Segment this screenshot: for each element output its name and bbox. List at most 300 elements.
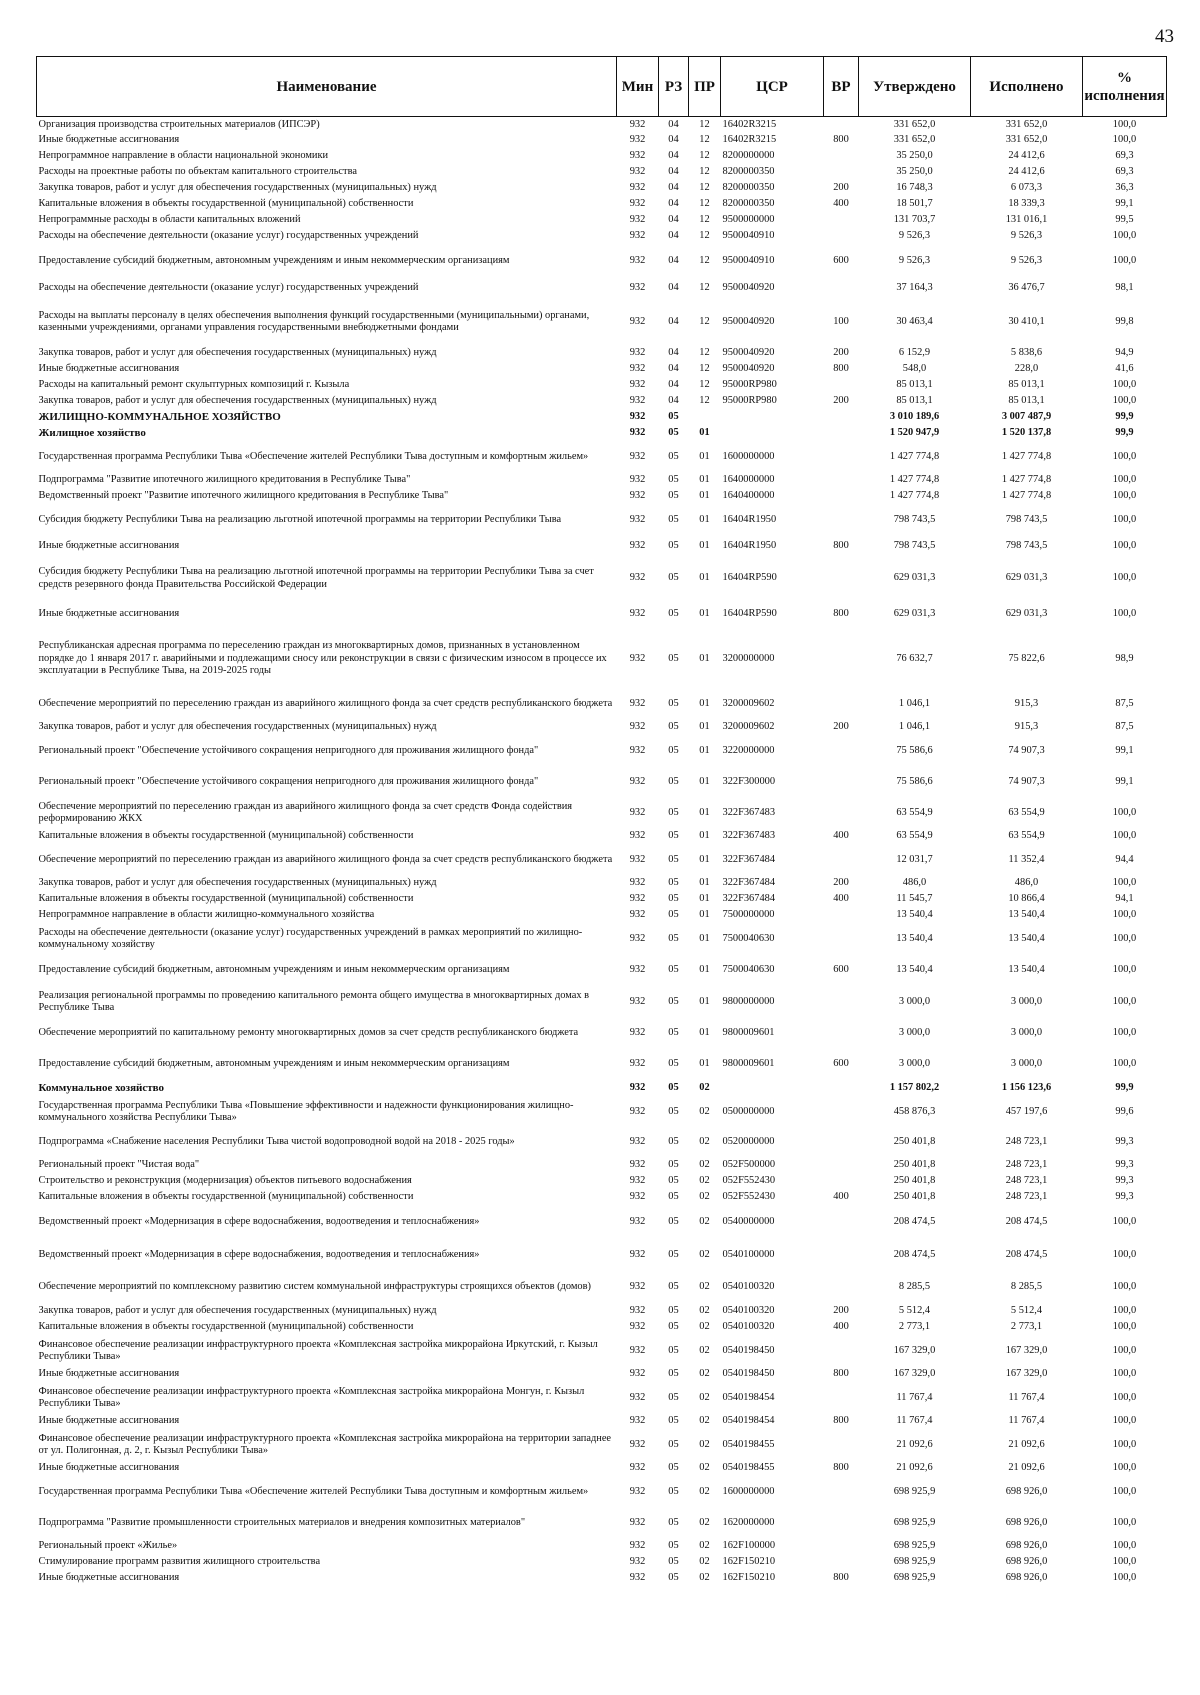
row-min: 932 [629,1026,646,1038]
row-executed: 8 285,5 [1010,1281,1043,1293]
table-row [37,279,1167,299]
row-pr: 01 [699,490,710,502]
row-min: 932 [629,806,646,818]
table-row [37,181,1167,197]
row-pr: 01 [699,427,710,439]
row-rz: 05 [668,697,679,709]
row-name: Обеспечение мероприятий по переселению граждан из аварийного жилищного фонда за счет средств республиканского бюджета [38,853,613,865]
header-min: Мин [617,57,659,117]
row-name: Подпрограмма «Снабжение населения Республики Тыва чистой водопроводной водой на 2018 - 2025 годы» [38,1136,515,1148]
row-percent: 100,0 [1112,830,1137,842]
row-name: Непрограммное направление в области жилищно-коммунального хозяйства [38,909,375,921]
row-executed: 915,3 [1014,697,1039,709]
header-percent: % исполнения [1083,57,1167,117]
row-approved: 629 031,3 [893,572,936,584]
row-name: Коммунальное хозяйство [38,1082,165,1095]
row-executed: 3 000,0 [1010,1058,1043,1070]
row-pr: 02 [699,1415,710,1427]
row-name: Региональный проект «Жилье» [38,1540,178,1552]
table-row [37,394,1167,410]
row-min: 932 [629,1572,646,1584]
page-number: 43 [1155,26,1174,47]
row-percent: 100,0 [1112,1368,1137,1380]
row-vr: 200 [833,347,849,359]
row-executed: 1 427 774,8 [1001,474,1052,486]
row-percent: 99,5 [1115,214,1134,226]
row-approved: 85 013,1 [896,395,933,407]
row-csr: 7500040630 [722,964,775,976]
row-executed: 167 329,0 [1005,1368,1048,1380]
row-csr: 052F552430 [722,1191,776,1203]
row-executed: 486,0 [1014,877,1039,889]
row-approved: 63 554,9 [896,830,933,842]
row-rz: 05 [668,608,679,620]
row-percent: 100,0 [1112,964,1137,976]
row-percent: 100,0 [1112,1438,1137,1450]
row-executed: 248 723,1 [1005,1191,1048,1203]
row-vr [824,410,859,426]
row-name: Непрограммное направление в области национальной экономики [38,150,329,162]
row-min: 932 [629,1191,646,1203]
row-name: Реализация региональной программы по проведению капитального ремонта общего имущества в многоквартирных домах в Республике Тыва [38,989,590,1013]
row-executed: 3 000,0 [1010,995,1043,1007]
row-rz: 04 [668,230,679,242]
row-name: Субсидия бюджету Республики Тыва на реализацию льготной ипотечной программы на территории Республики Тыва [38,513,562,525]
row-executed: 248 723,1 [1005,1159,1048,1171]
table-row [37,1304,1167,1320]
row-vr: 200 [833,395,849,407]
row-executed: 13 540,4 [1008,909,1045,921]
row-min: 932 [629,282,646,294]
row-approved: 11 767,4 [896,1415,933,1427]
row-pr: 01 [699,572,710,584]
row-rz: 04 [668,182,679,194]
row-csr: 7500000000 [722,909,775,921]
row-approved: 11 545,7 [896,893,933,905]
row-vr [824,1018,859,1049]
row-rz: 05 [668,1159,679,1171]
row-min: 932 [629,909,646,921]
row-approved: 629 031,3 [893,608,936,620]
row-approved: 167 329,0 [893,1368,936,1380]
row-name: Ведомственный проект «Модернизация в сфере водоснабжения, водоотведения и теплоснабжения» [38,1248,480,1260]
row-executed: 131 016,1 [1005,214,1048,226]
row-executed: 6 073,3 [1010,182,1043,194]
row-executed: 698 926,0 [1005,1485,1048,1497]
row-min: 932 [629,877,646,889]
row-rz: 05 [668,1438,679,1450]
row-vr: 800 [833,1368,849,1380]
row-name: Иные бюджетные ассигнования [38,608,180,620]
table-row [37,630,1167,689]
row-csr: 9500000000 [722,214,775,226]
row-percent: 94,1 [1115,893,1134,905]
table-row [37,876,1167,892]
row-vr [824,630,859,689]
row-name: Строительство и реконструкция (модернизация) объектов питьевого водоснабжения [38,1175,412,1187]
row-percent: 100,0 [1112,608,1137,620]
row-min: 932 [629,1175,646,1187]
table-row [37,1190,1167,1206]
row-vr [824,1128,859,1158]
row-approved: 131 703,7 [893,214,936,226]
row-approved: 3 000,0 [898,995,931,1007]
row-csr: 322F367484 [722,893,776,905]
row-approved: 208 474,5 [893,1248,936,1260]
row-vr [824,1477,859,1508]
row-pr: 12 [699,315,710,327]
row-executed: 228,0 [1014,363,1039,375]
row-vr: 400 [833,893,849,905]
table-row [37,845,1167,876]
row-pr: 12 [699,347,710,359]
row-approved: 16 748,3 [896,182,933,194]
row-rz: 04 [668,150,679,162]
row-name: Региональный проект "Обеспечение устойчивого сокращения непригодного для проживания жилищного фонда" [38,744,539,756]
row-min: 932 [629,1082,646,1094]
table-row [37,1430,1167,1461]
row-rz: 05 [668,830,679,842]
row-pr: 01 [699,1058,710,1070]
row-csr [721,426,824,442]
row-percent: 100,0 [1112,995,1137,1007]
row-min: 932 [629,1305,646,1317]
row-vr [824,473,859,489]
table-body [37,117,1167,1587]
row-min: 932 [629,315,646,327]
row-approved: 9 526,3 [898,255,931,267]
row-percent: 100,0 [1112,1026,1137,1038]
row-percent: 94,4 [1115,853,1134,865]
row-vr [824,1508,859,1539]
row-rz: 05 [668,995,679,1007]
row-csr: 9500040920 [722,363,775,375]
row-executed: 698 926,0 [1005,1556,1048,1568]
row-name: Предоставление субсидий бюджетным, автономным учреждениям и иным некоммерческим организациям [38,255,510,267]
row-min: 932 [629,347,646,359]
row-executed: 85 013,1 [1008,379,1045,391]
row-min: 932 [629,572,646,584]
row-name: Подпрограмма "Развитие ипотечного жилищного кредитования в Республике Тыва" [38,474,411,486]
row-min: 932 [629,1105,646,1117]
table-row [37,1461,1167,1477]
row-min: 932 [629,450,646,462]
row-min: 932 [629,474,646,486]
row-name: Региональный проект "Чистая вода" [38,1159,200,1171]
row-percent: 100,0 [1112,450,1137,462]
row-percent: 100,0 [1112,230,1137,242]
row-percent: 99,3 [1115,1191,1134,1203]
row-csr: 0520000000 [722,1136,775,1148]
row-name: Расходы на выплаты персоналу в целях обеспечения выполнения функций государственными (муниципальными) органами, казенными учреждениями, органами управления государственными внебюджетными фондами [38,309,590,333]
table-row [37,689,1167,720]
table-row [37,426,1167,442]
row-csr: 052F552430 [722,1175,776,1187]
row-rz: 05 [668,1105,679,1117]
table-row [37,720,1167,736]
row-min: 932 [629,932,646,944]
row-pr [689,410,721,426]
row-vr [824,117,859,133]
row-csr: 3200000000 [722,652,775,664]
row-pr: 01 [699,540,710,552]
row-csr: 052F500000 [722,1159,776,1171]
row-rz: 04 [668,347,679,359]
row-rz: 04 [668,395,679,407]
row-pr: 01 [699,909,710,921]
row-approved: 486,0 [902,877,927,889]
row-min: 932 [629,608,646,620]
row-csr: 162F150210 [722,1556,776,1568]
row-executed: 74 907,3 [1008,744,1045,756]
row-percent: 36,3 [1115,182,1134,194]
row-approved: 37 164,3 [896,282,933,294]
row-pr: 01 [699,806,710,818]
row-csr: 1600000000 [722,450,775,462]
row-pr: 01 [699,893,710,905]
row-rz: 04 [668,118,679,130]
row-vr: 200 [833,1305,849,1317]
row-min: 932 [629,775,646,787]
row-percent: 99,3 [1115,1159,1134,1171]
row-approved: 548,0 [902,363,927,375]
row-executed: 30 410,1 [1008,315,1045,327]
row-min: 932 [629,1540,646,1552]
row-percent: 99,3 [1115,1175,1134,1187]
table-row [37,1571,1167,1587]
row-min: 932 [629,379,646,391]
row-executed: 11 352,4 [1008,853,1045,865]
row-min: 932 [629,1415,646,1427]
row-name: Обеспечение мероприятий по переселению граждан из аварийного жилищного фонда за счет средств Фонда содействия реформированию ЖКХ [38,800,573,824]
row-approved: 63 554,9 [896,806,933,818]
row-percent: 99,1 [1115,198,1134,210]
row-min: 932 [629,1344,646,1356]
row-vr [824,378,859,394]
row-executed: 36 476,7 [1008,282,1045,294]
row-approved: 3 000,0 [898,1026,931,1038]
row-pr: 01 [699,474,710,486]
row-pr: 01 [699,853,710,865]
row-rz: 05 [668,1344,679,1356]
row-csr: 1620000000 [722,1516,775,1528]
row-pr: 01 [699,721,710,733]
row-rz: 05 [668,652,679,664]
row-percent: 99,1 [1115,744,1134,756]
table-row [37,987,1167,1018]
row-vr [824,798,859,829]
table-row [37,829,1167,845]
row-name: Капитальные вложения в объекты государственной (муниципальной) собственности [38,830,414,842]
row-vr: 800 [833,363,849,375]
row-executed: 331 652,0 [1005,134,1048,146]
row-csr: 9500040920 [722,347,775,359]
row-csr: 8200000350 [722,182,775,194]
row-rz: 05 [668,1540,679,1552]
row-rz: 05 [668,1082,679,1094]
row-name: Иные бюджетные ассигнования [38,540,180,552]
row-rz: 05 [668,1215,679,1227]
row-csr: 9500040910 [722,255,775,267]
row-approved: 698 925,9 [893,1485,936,1497]
row-rz: 04 [668,198,679,210]
row-pr: 01 [699,652,710,664]
row-csr: 3220000000 [722,744,775,756]
table-row [37,442,1167,473]
row-approved: 1 427 774,8 [889,490,940,502]
row-min: 932 [629,1248,646,1260]
row-rz: 05 [668,909,679,921]
row-pr: 01 [699,775,710,787]
row-approved: 75 586,6 [896,775,933,787]
row-executed: 85 013,1 [1008,395,1045,407]
row-executed: 3 007 487,9 [1001,411,1052,423]
row-vr [824,689,859,720]
row-name: Финансовое обеспечение реализации инфраструктурного проекта «Комплексная застройка микрорайона Иркутский, г. Кызыл Республики Тыва» [38,1338,598,1362]
table-row [37,229,1167,245]
row-name: Иные бюджетные ассигнования [38,1368,180,1380]
row-rz: 05 [668,1136,679,1148]
row-approved: 458 876,3 [893,1105,936,1117]
header-approved: Утверждено [859,57,971,117]
row-approved: 331 652,0 [893,118,936,130]
row-percent: 100,0 [1112,806,1137,818]
row-executed: 18 339,3 [1008,198,1045,210]
row-approved: 208 474,5 [893,1215,936,1227]
row-executed: 915,3 [1014,721,1039,733]
row-approved: 11 767,4 [896,1391,933,1403]
row-rz: 05 [668,1462,679,1474]
row-approved: 2 773,1 [898,1321,931,1333]
row-approved: 35 250,0 [896,150,933,162]
row-csr: 0540100320 [722,1305,775,1317]
table-row [37,1272,1167,1304]
table-row [37,489,1167,505]
table-row [37,245,1167,279]
row-pr: 02 [699,1248,710,1260]
row-executed: 9 526,3 [1010,255,1043,267]
row-name: Капитальные вложения в объекты государственной (муниципальной) собственности [38,198,414,210]
row-vr [824,213,859,229]
row-name: Закупка товаров, работ и услуг для обеспечения государственных (муниципальных) нужд [38,347,437,359]
row-min: 932 [629,255,646,267]
row-approved: 167 329,0 [893,1344,936,1356]
row-percent: 100,0 [1112,1305,1137,1317]
table-row [37,600,1167,630]
row-csr: 0540100000 [722,1248,775,1260]
row-executed: 1 427 774,8 [1001,490,1052,502]
row-csr: 0540100320 [722,1321,775,1333]
row-csr: 3200009602 [722,697,775,709]
row-vr [824,1081,859,1097]
table-row [37,1049,1167,1081]
row-percent: 100,0 [1112,1572,1137,1584]
row-csr: 0540198455 [722,1462,775,1474]
row-csr: 0540198450 [722,1368,775,1380]
row-rz: 05 [668,744,679,756]
row-csr: 8200000000 [722,150,775,162]
row-pr: 02 [699,1321,710,1333]
row-executed: 629 031,3 [1005,608,1048,620]
row-pr: 12 [699,150,710,162]
row-name: Закупка товаров, работ и услуг для обеспечения государственных (муниципальных) нужд [38,182,437,194]
row-vr [824,1272,859,1304]
row-executed: 63 554,9 [1008,806,1045,818]
row-pr: 12 [699,282,710,294]
row-name: Иные бюджетные ассигнования [38,1572,180,1584]
row-executed: 75 822,6 [1008,652,1045,664]
row-approved: 6 152,9 [898,347,931,359]
row-approved: 250 401,8 [893,1175,936,1187]
row-name: Обеспечение мероприятий по капитальному ремонту многоквартирных домов за счет средств республиканского бюджета [38,1026,579,1038]
row-rz: 05 [668,1281,679,1293]
table-row [37,1081,1167,1097]
table-row [37,473,1167,489]
row-min: 932 [629,1058,646,1070]
row-executed: 9 526,3 [1010,230,1043,242]
row-executed: 11 767,4 [1008,1391,1045,1403]
row-name: ЖИЛИЩНО-КОММУНАЛЬНОЕ ХОЗЯЙСТВО [38,411,281,424]
table-row [37,955,1167,987]
row-approved: 798 743,5 [893,513,936,525]
row-approved: 21 092,6 [896,1462,933,1474]
row-min: 932 [629,411,646,423]
row-vr: 800 [833,134,849,146]
row-min: 932 [629,1321,646,1333]
row-rz: 05 [668,1321,679,1333]
row-rz: 04 [668,214,679,226]
row-approved: 85 013,1 [896,379,933,391]
row-min: 932 [629,853,646,865]
row-vr [824,987,859,1018]
row-percent: 100,0 [1112,1462,1137,1474]
row-min: 932 [629,214,646,226]
row-percent: 100,0 [1112,1215,1137,1227]
row-csr: 0540198450 [722,1344,775,1356]
row-approved: 698 925,9 [893,1540,936,1552]
row-csr: 322F367484 [722,853,776,865]
row-rz: 05 [668,572,679,584]
row-csr: 0540000000 [722,1215,775,1227]
row-pr: 02 [699,1281,710,1293]
row-csr: 9800000000 [722,995,775,1007]
row-percent: 98,9 [1115,652,1134,664]
row-percent: 87,5 [1115,721,1134,733]
row-executed: 13 540,4 [1008,964,1045,976]
row-pr: 02 [699,1391,710,1403]
row-percent: 94,9 [1115,347,1134,359]
row-rz: 05 [668,411,679,423]
row-pr: 12 [699,118,710,130]
row-percent: 100,0 [1112,1540,1137,1552]
row-approved: 1 520 947,9 [889,427,940,439]
row-vr [824,489,859,505]
row-approved: 30 463,4 [896,315,933,327]
row-csr: 1640000000 [722,474,775,486]
row-vr: 800 [833,1462,849,1474]
row-executed: 1 520 137,8 [1001,427,1052,439]
header-pr: ПР [689,57,721,117]
row-approved: 698 925,9 [893,1572,936,1584]
table-row [37,197,1167,213]
row-percent: 100,0 [1112,1391,1137,1403]
table-row [37,133,1167,149]
row-approved: 13 540,4 [896,964,933,976]
row-min: 932 [629,697,646,709]
row-name: Иные бюджетные ассигнования [38,363,180,375]
row-min: 932 [629,830,646,842]
row-csr: 3200009602 [722,721,775,733]
